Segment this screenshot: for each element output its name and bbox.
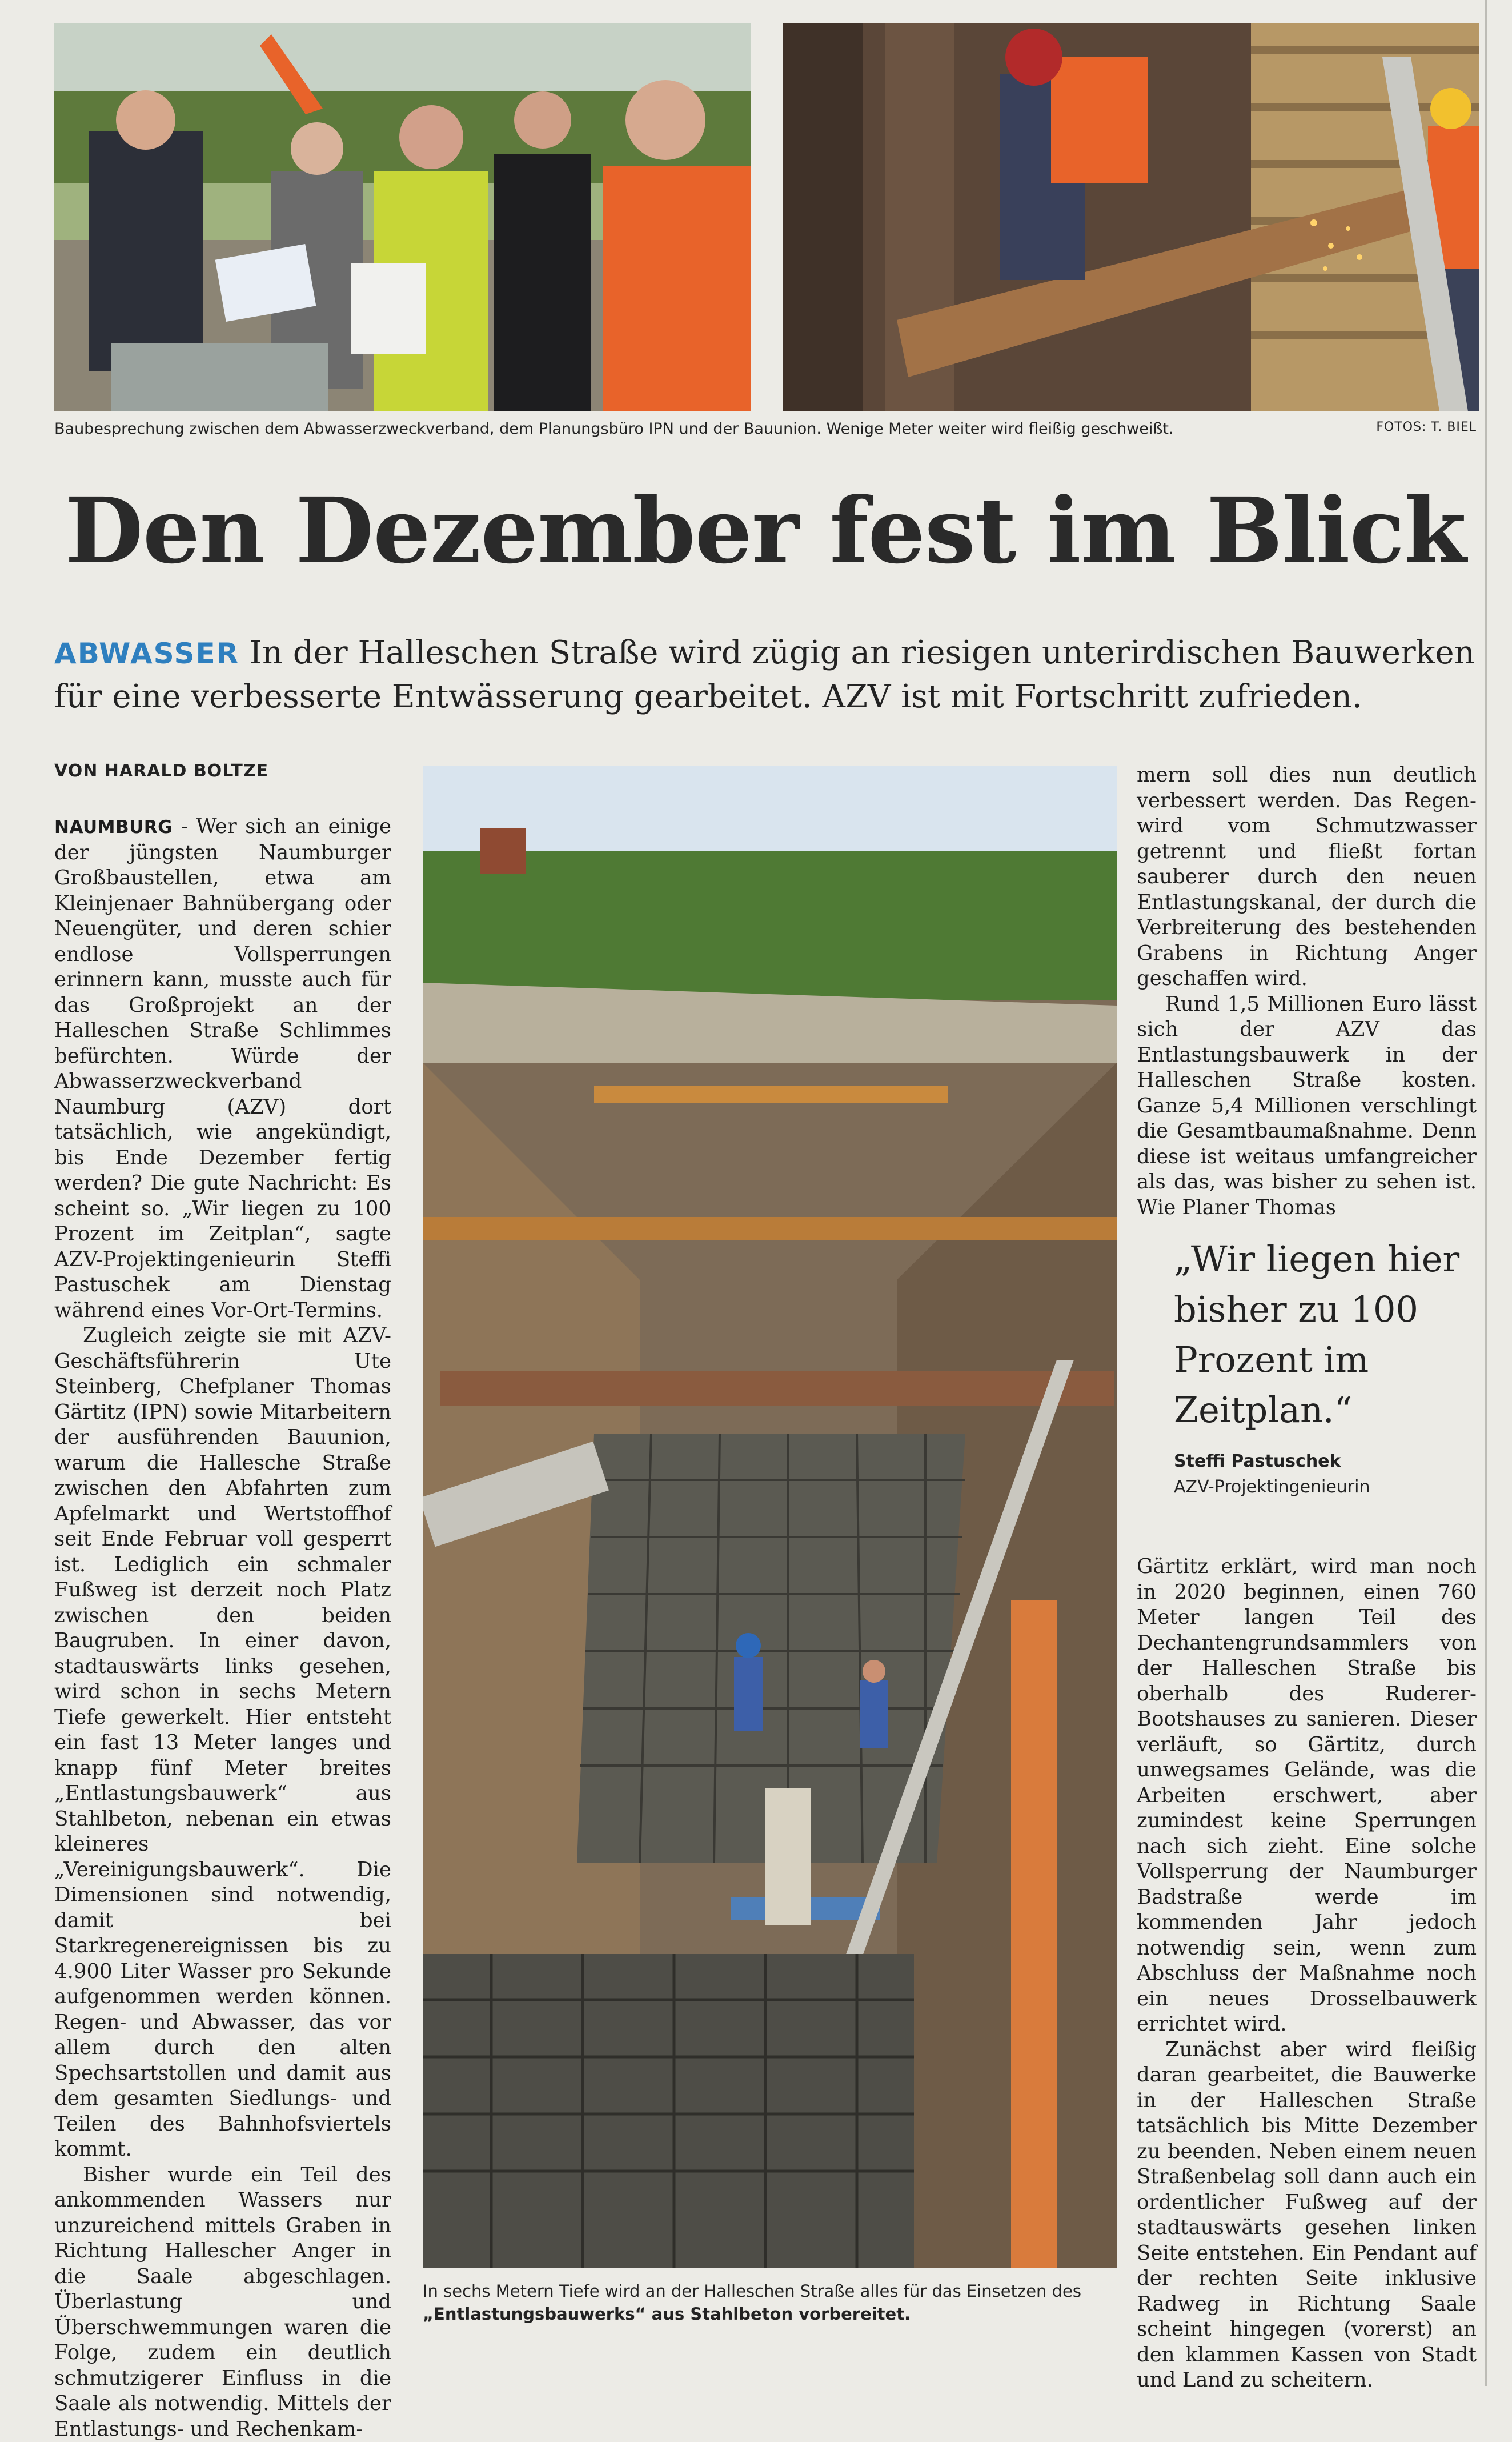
paragraph-1 [54,814,391,1323]
photo-welding [783,23,1479,411]
paragraph-3: Bisher wurde ein Teil des ankommenden Wassers nur unzureichend mittels Graben in Richtung Hallescher Anger in die Saale abgeschlagen. Überlastung und Überschwemmungen waren die Folge, zudem ein deutlich schmutzigerer Einfluss in die Saale als notwendig. Mittels der Entlastungs- und Rechenkam- [54,2163,391,2442]
article-column-3-top [1137,763,1477,1197]
dateline-place: NAUMBURG [54,817,173,838]
article-column-3-bottom [1137,1554,1477,2331]
page-gutter-rule [1485,0,1487,2386]
paragraph-2: Zugleich zeigte sie mit AZV-Geschäftsführerin Ute Steinberg, Chefplaner Thomas Gärtitz (IPN) sowie Mitarbeitern der ausführenden Bauunion, warum die Hallesche Straße zwischen den Abfahrten zum Apfelmarkt und Wertstoffhof seit Ende Februar voll gesperrt ist. Lediglich ein schmaler Fußweg ist derzeit noch Platz zwischen den beiden Baugruben. In einer davon, stadtauswärts links gesehen, wird schon in sechs Metern Tiefe gewerkelt. Hier entsteht ein fast 13 Meter langes und knapp fünf Meter breites „Entlastungsbauwerk“ aus Stahlbeton, nebenan ein etwas kleineres „Vereinigungsbauwerk“. Die Dimensionen sind notwendig, damit bei Starkregenereignissen bis zu 4.900 Liter Wasser pro Sekunde aufgenommen werden können. Regen- und Abwasser, das vor allem durch den alten Spechsartstollen und damit aus dem gesamten Siedlungs- und Teilen des Bahnhofsviertels kommt. [54,1323,391,2163]
photo-credit: FOTOS: T. BIEL [1376,420,1477,434]
paragraph-1-text: - Wer sich an einige der jüngsten Naumburger Großbaustellen, etwa am Kleinjenaer Bahnübergang oder Neuengüter, und deren schier endlose Vollsperrungen erinnern kann, musste auch für das Großprojekt an der Halleschen Straße Schlimmes befürchten. Würde der Abwasserzweckverband Naumburg (AZV) dort tatsächlich, wie angekündigt, bis Ende Dezember fertig werden? Die gute Nachricht: Es scheint so. „Wir liegen zu 100 Prozent im Zeitplan“, sagte AZV-Projektingenieurin Steffi Pastuschek am Dienstag während eines Vor-Ort-Termins. [54,815,391,1322]
subhead-line-2: für eine verbesserte Entwässerung gearbeitet. AZV ist mit Fortschritt zufrieden. [54,678,1362,715]
paragraph-4: mern soll dies nun deutlich verbessert werden. Das Regen- wird vom Schmutzwasser getrennt und fließt fortan sauberer durch den neuen Entlastungskanal, der durch die Verbreiterung des bestehenden Grabens in Richtung Anger geschaffen wird. [1137,763,1477,992]
paragraph-6: Gärtitz erklärt, wird man noch in 2020 beginnen, einen 760 Meter langen Teil des Dechantengrundsammlers von der Halleschen Straße bis oberhalb des Ruderer-Bootshauses zu sanieren. Dieser verläuft, so Gärtitz, durch unwegsames Gelände, was die Arbeiten erschwert, aber zumindest keine Sperrungen nach sich zieht. Eine solche Vollsperrung der Naumburger Badstraße werde im kommenden Jahr jedoch notwendig sein, wenn zum Abschluss der Maßnahme noch ein neues Drosselbauwerk errichtet wird. [1137,1554,1477,2037]
paragraph-5: Rund 1,5 Millionen Euro lässt sich der AZV das Entlastungsbauwerk in der Halleschen Straße kosten. Ganze 5,4 Millionen verschlingt die Gesamtbaumaßnahme. Denn diese ist weitaus umfangreicher als das, was bisher zu sehen ist. Wie Planer Thomas [1137,992,1477,1221]
photo-excavation-image [423,766,1117,2268]
caption-main-line-2: „Entlastungsbauwerks“ aus Stahlbeton vorbereitet. [423,2303,1120,2325]
byline: VON HARALD BOLTZE [54,761,268,781]
photo-welding-image [783,23,1479,411]
photo-caption-main [423,2280,1120,2325]
pull-quote: „Wir liegen hier bisher zu 100 Prozent im Zeitplan.“ [1174,1234,1471,1435]
paragraph-7: Zunächst aber wird fleißig daran gearbeitet, die Bauwerke in der Halleschen Straße tatsächlich bis Mitte Dezember zu beenden. Neben einem neuen Straßenbelag soll dann auch ein ordentlicher Fußweg auf der stadtauswärts gesehen linken Seite entstehen. Ein Pendant auf der rechten Seite inklusive Radweg in Richtung Saale scheint hingegen (vorerst) an den klammen Kassen von Stadt und Land zu scheitern. [1137,2037,1477,2393]
caption-main-line-1: In sechs Metern Tiefe wird an der Halleschen Straße alles für das Einsetzen des [423,2281,1081,2301]
subhead-line-1: In der Halleschen Straße wird zügig an riesigen unterirdischen Bauwerken [250,634,1475,671]
photo-caption-top [54,420,1477,443]
kicker: ABWASSER [54,637,239,670]
pull-quote-role: AZV-Projektingenieurin [1174,1477,1370,1497]
photo-meeting [54,23,751,411]
subheadline [54,631,1477,719]
caption-top-text: Baubesprechung zwischen dem Abwasserzweckverband, dem Planungsbüro IPN und der Bauunion. Wenige Meter weiter wird fleißig geschweißt. [54,420,1174,438]
photo-meeting-image [54,23,751,411]
article-column-1 [54,814,391,2323]
photo-excavation [423,766,1117,2268]
pull-quote-name: Steffi Pastuschek [1174,1451,1341,1471]
headline: Den Dezember fest im Blick [54,480,1477,583]
